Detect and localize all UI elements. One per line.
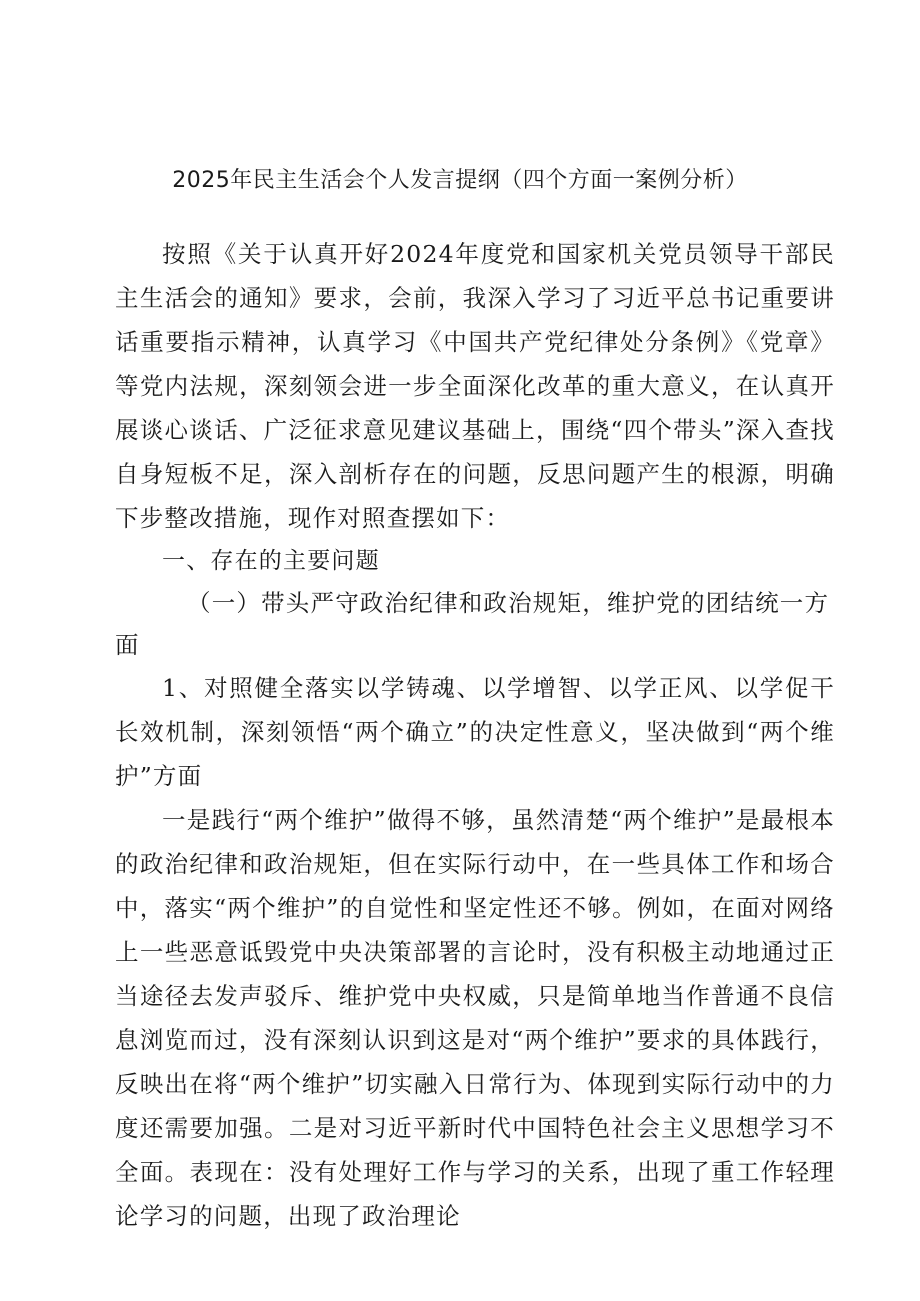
- document-body: [115, 232, 835, 1238]
- document-title: 2025年民主生活会个人发言提纲（四个方面一案例分析）: [172, 168, 748, 193]
- item-heading-1: 1、对照健全落实以学铸魂、以学增智、以学正风、以学促干长效机制，深刻领悟“两个确立”的决定性意义，坚决做到“两个维护”方面: [115, 674, 835, 790]
- subsection-heading-political-discipline: （一）带头严守政治纪律和政治规矩，维护党的团结统一方面: [115, 589, 830, 659]
- intro-paragraph: 按照《关于认真开好2024年度党和国家机关党员领导干部民主生活会的通知》要求，会前，我深入学习了习近平总书记重要讲话重要指示精神，认真学习《中国共产党纪律处分条例》《党章》等党内法规，深刻领会进一步全面深化改革的重大意义，在认真开展谈心谈话、广泛征求意见建议基础上，围绕“四个带头”深入查找自身短板不足，深入剖析存在的问题，反思问题产生的根源，明确下步整改措施，现作对照查摆如下：: [115, 240, 835, 532]
- item-1-body-paragraph: 一是践行“两个维护”做得不够，虽然清楚“两个维护”是最根本的政治纪律和政治规矩，但在实际行动中，在一些具体工作和场合中，落实“两个维护”的自觉性和坚定性还不够。例如，在面对网络上一些恶意诋毁党中央决策部署的言论时，没有积极主动地通过正当途径去发声驳斥、维护党中央权威，只是简单地当作普通不良信息浏览而过，没有深刻认识到这是对“两个维护”要求的具体践行，反映出在将“两个维护”切实融入日常行为、体现到实际行动中的力度还需要加强。二是对习近平新时代中国特色社会主义思想学习不全面。表现在：没有处理好工作与学习的关系，出现了重工作轻理论学习的问题，出现了政治理论: [115, 806, 835, 1230]
- section-heading-main-problems: 一、存在的主要问题: [162, 548, 380, 574]
